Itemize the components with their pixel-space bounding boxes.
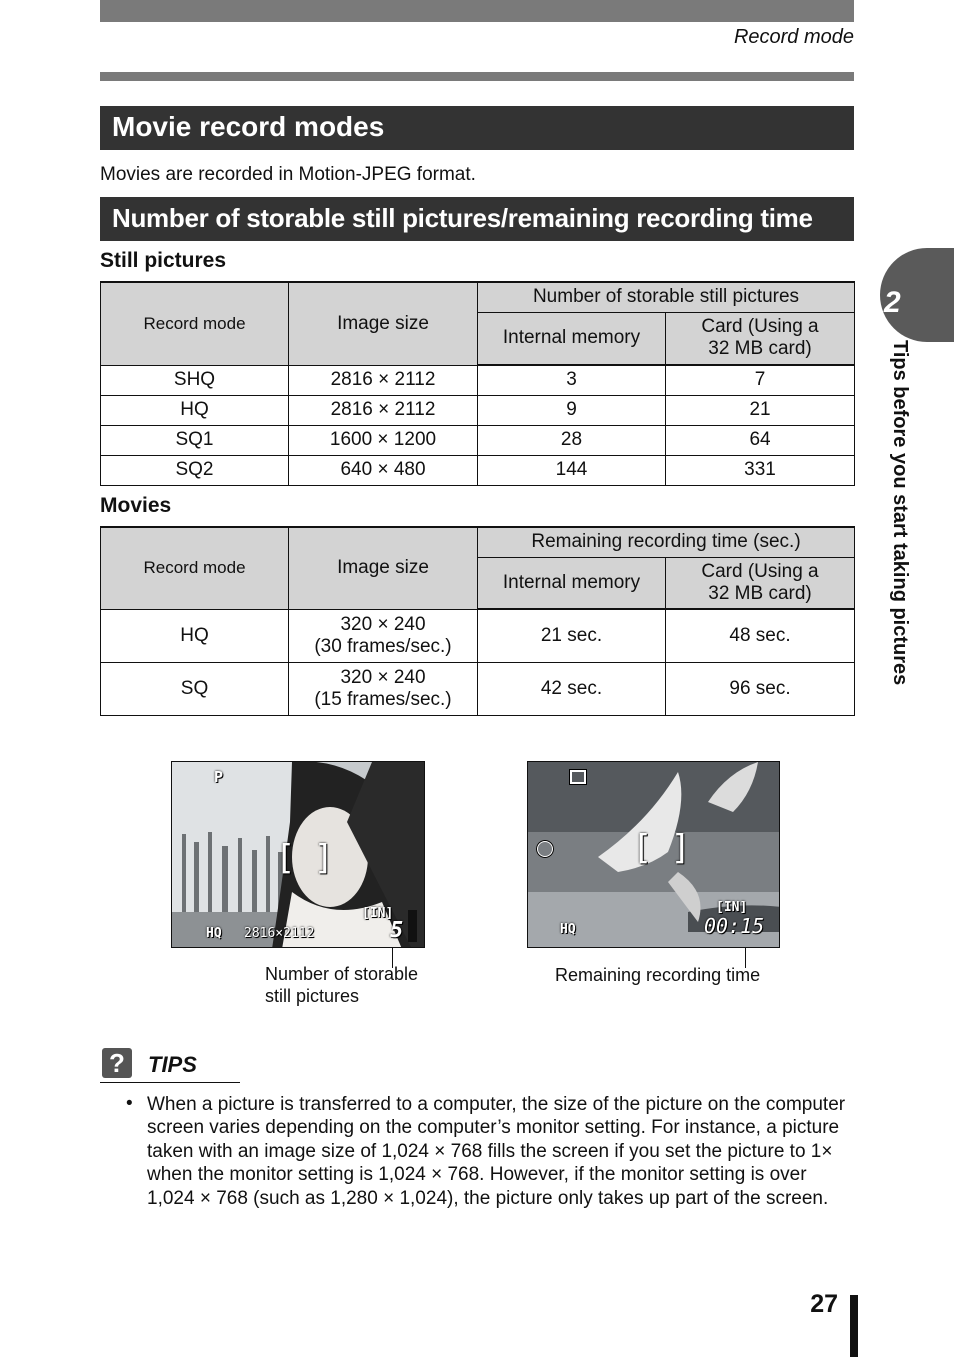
cell-mode: SQ1	[101, 425, 289, 455]
page-edge-bar	[850, 1295, 858, 1357]
cell-internal: 144	[478, 455, 666, 485]
col-header-record-mode: Record mode	[101, 282, 289, 365]
question-icon: ?	[102, 1048, 132, 1078]
storable-count: 5	[390, 918, 404, 943]
col-header-group: Number of storable still pictures	[478, 282, 855, 312]
movies-heading: Movies	[100, 494, 172, 517]
cell-size: 2816 × 2112	[289, 395, 478, 425]
table-row	[101, 395, 855, 425]
cell-size: 2816 × 2112	[289, 365, 478, 395]
top-decorative-bar	[100, 0, 854, 22]
chapter-title-vertical: Tips before you start taking pictures	[889, 340, 911, 686]
callout-remaining-time: Remaining recording time	[555, 965, 761, 985]
tips-label: TIPS	[148, 1052, 197, 1077]
af-target-mark: []	[632, 828, 709, 868]
quality-indicator: HQ	[560, 922, 576, 937]
running-head: Record mode	[733, 26, 854, 48]
cell-card: 21	[666, 395, 855, 425]
movies-table	[100, 526, 855, 716]
cell-mode: SHQ	[101, 365, 289, 395]
still-pictures-table	[100, 281, 855, 486]
cell-card: 64	[666, 425, 855, 455]
col-header-internal: Internal memory	[478, 557, 666, 609]
section-title-storable: Number of storable still pictures/remaining recording time	[100, 197, 854, 241]
callout-storable-still: Number of storable still pictures	[265, 964, 419, 1006]
af-target-mark: []	[275, 838, 352, 878]
cell-internal: 42 sec.	[478, 662, 666, 715]
cell-mode: HQ	[101, 609, 289, 662]
cell-size-line1: 320 × 240	[340, 613, 426, 635]
shooting-mode-indicator: P	[214, 768, 224, 786]
battery-bar	[408, 910, 417, 942]
still-pictures-heading: Still pictures	[100, 249, 227, 272]
movie-mode-icon	[570, 770, 586, 784]
cell-internal: 9	[478, 395, 666, 425]
quality-indicator: HQ	[206, 926, 222, 941]
cell-size: 1600 × 1200	[289, 425, 478, 455]
cell-size	[289, 662, 478, 715]
table-row	[101, 425, 855, 455]
cell-mode: HQ	[101, 395, 289, 425]
col-header-group: Remaining recording time (sec.)	[478, 527, 855, 557]
flash-off-icon	[536, 840, 554, 858]
image-size-indicator: 2816×2112	[244, 926, 315, 941]
col-header-internal: Internal memory	[478, 312, 666, 365]
cell-internal: 28	[478, 425, 666, 455]
cell-card: 48 sec.	[666, 609, 855, 662]
cell-size-line1: 320 × 240	[340, 666, 426, 688]
memory-indicator: [IN]	[716, 900, 748, 915]
table-row	[101, 609, 855, 662]
cell-internal: 3	[478, 365, 666, 395]
col-header-image-size: Image size	[289, 527, 478, 609]
cell-mode: SQ	[101, 662, 289, 715]
camera-screen-movie	[527, 761, 780, 948]
table-row	[101, 662, 855, 715]
cell-mode: SQ2	[101, 455, 289, 485]
tips-bullet: •	[126, 1093, 133, 1114]
table-row	[101, 455, 855, 485]
chapter-number: 2	[884, 286, 901, 319]
col-header-card: Card (Using a 32 MB card)	[666, 312, 855, 365]
page-number: 27	[810, 1290, 838, 1318]
cell-size	[289, 609, 478, 662]
cell-size-line2: (30 frames/sec.)	[314, 635, 452, 657]
memory-indicator: [IN]	[362, 906, 394, 921]
cell-card: 7	[666, 365, 855, 395]
cell-size: 640 × 480	[289, 455, 478, 485]
cell-size-line2: (15 frames/sec.)	[314, 688, 452, 710]
tips-rule	[100, 1082, 240, 1083]
remaining-time: 00:15	[704, 914, 765, 938]
cell-card: 96 sec.	[666, 662, 855, 715]
header-rule-bar	[100, 72, 854, 81]
col-header-card: Card (Using a 32 MB card)	[666, 557, 855, 609]
camera-screen-still	[171, 761, 425, 948]
cell-internal: 21 sec.	[478, 609, 666, 662]
col-header-record-mode: Record mode	[101, 527, 289, 609]
section-title-movie-record-modes: Movie record modes	[100, 106, 854, 150]
cell-card: 331	[666, 455, 855, 485]
col-header-image-size: Image size	[289, 282, 478, 365]
intro-paragraph: Movies are recorded in Motion-JPEG format.	[100, 164, 476, 185]
tips-text: When a picture is transferred to a computer, the size of the picture on the computer screen varies depending on the computer’s monitor setting. For instance, a picture taken with an image size of 1,024 × 768 fills the screen if you set the picture to 1× when the monitor setting is 1,024 × 768. However, if the monitor setting is over 1,024 × 768 (such as 1,280 × 1,024), the picture only takes up part of the screen.	[147, 1094, 846, 1209]
table-row	[101, 365, 855, 395]
